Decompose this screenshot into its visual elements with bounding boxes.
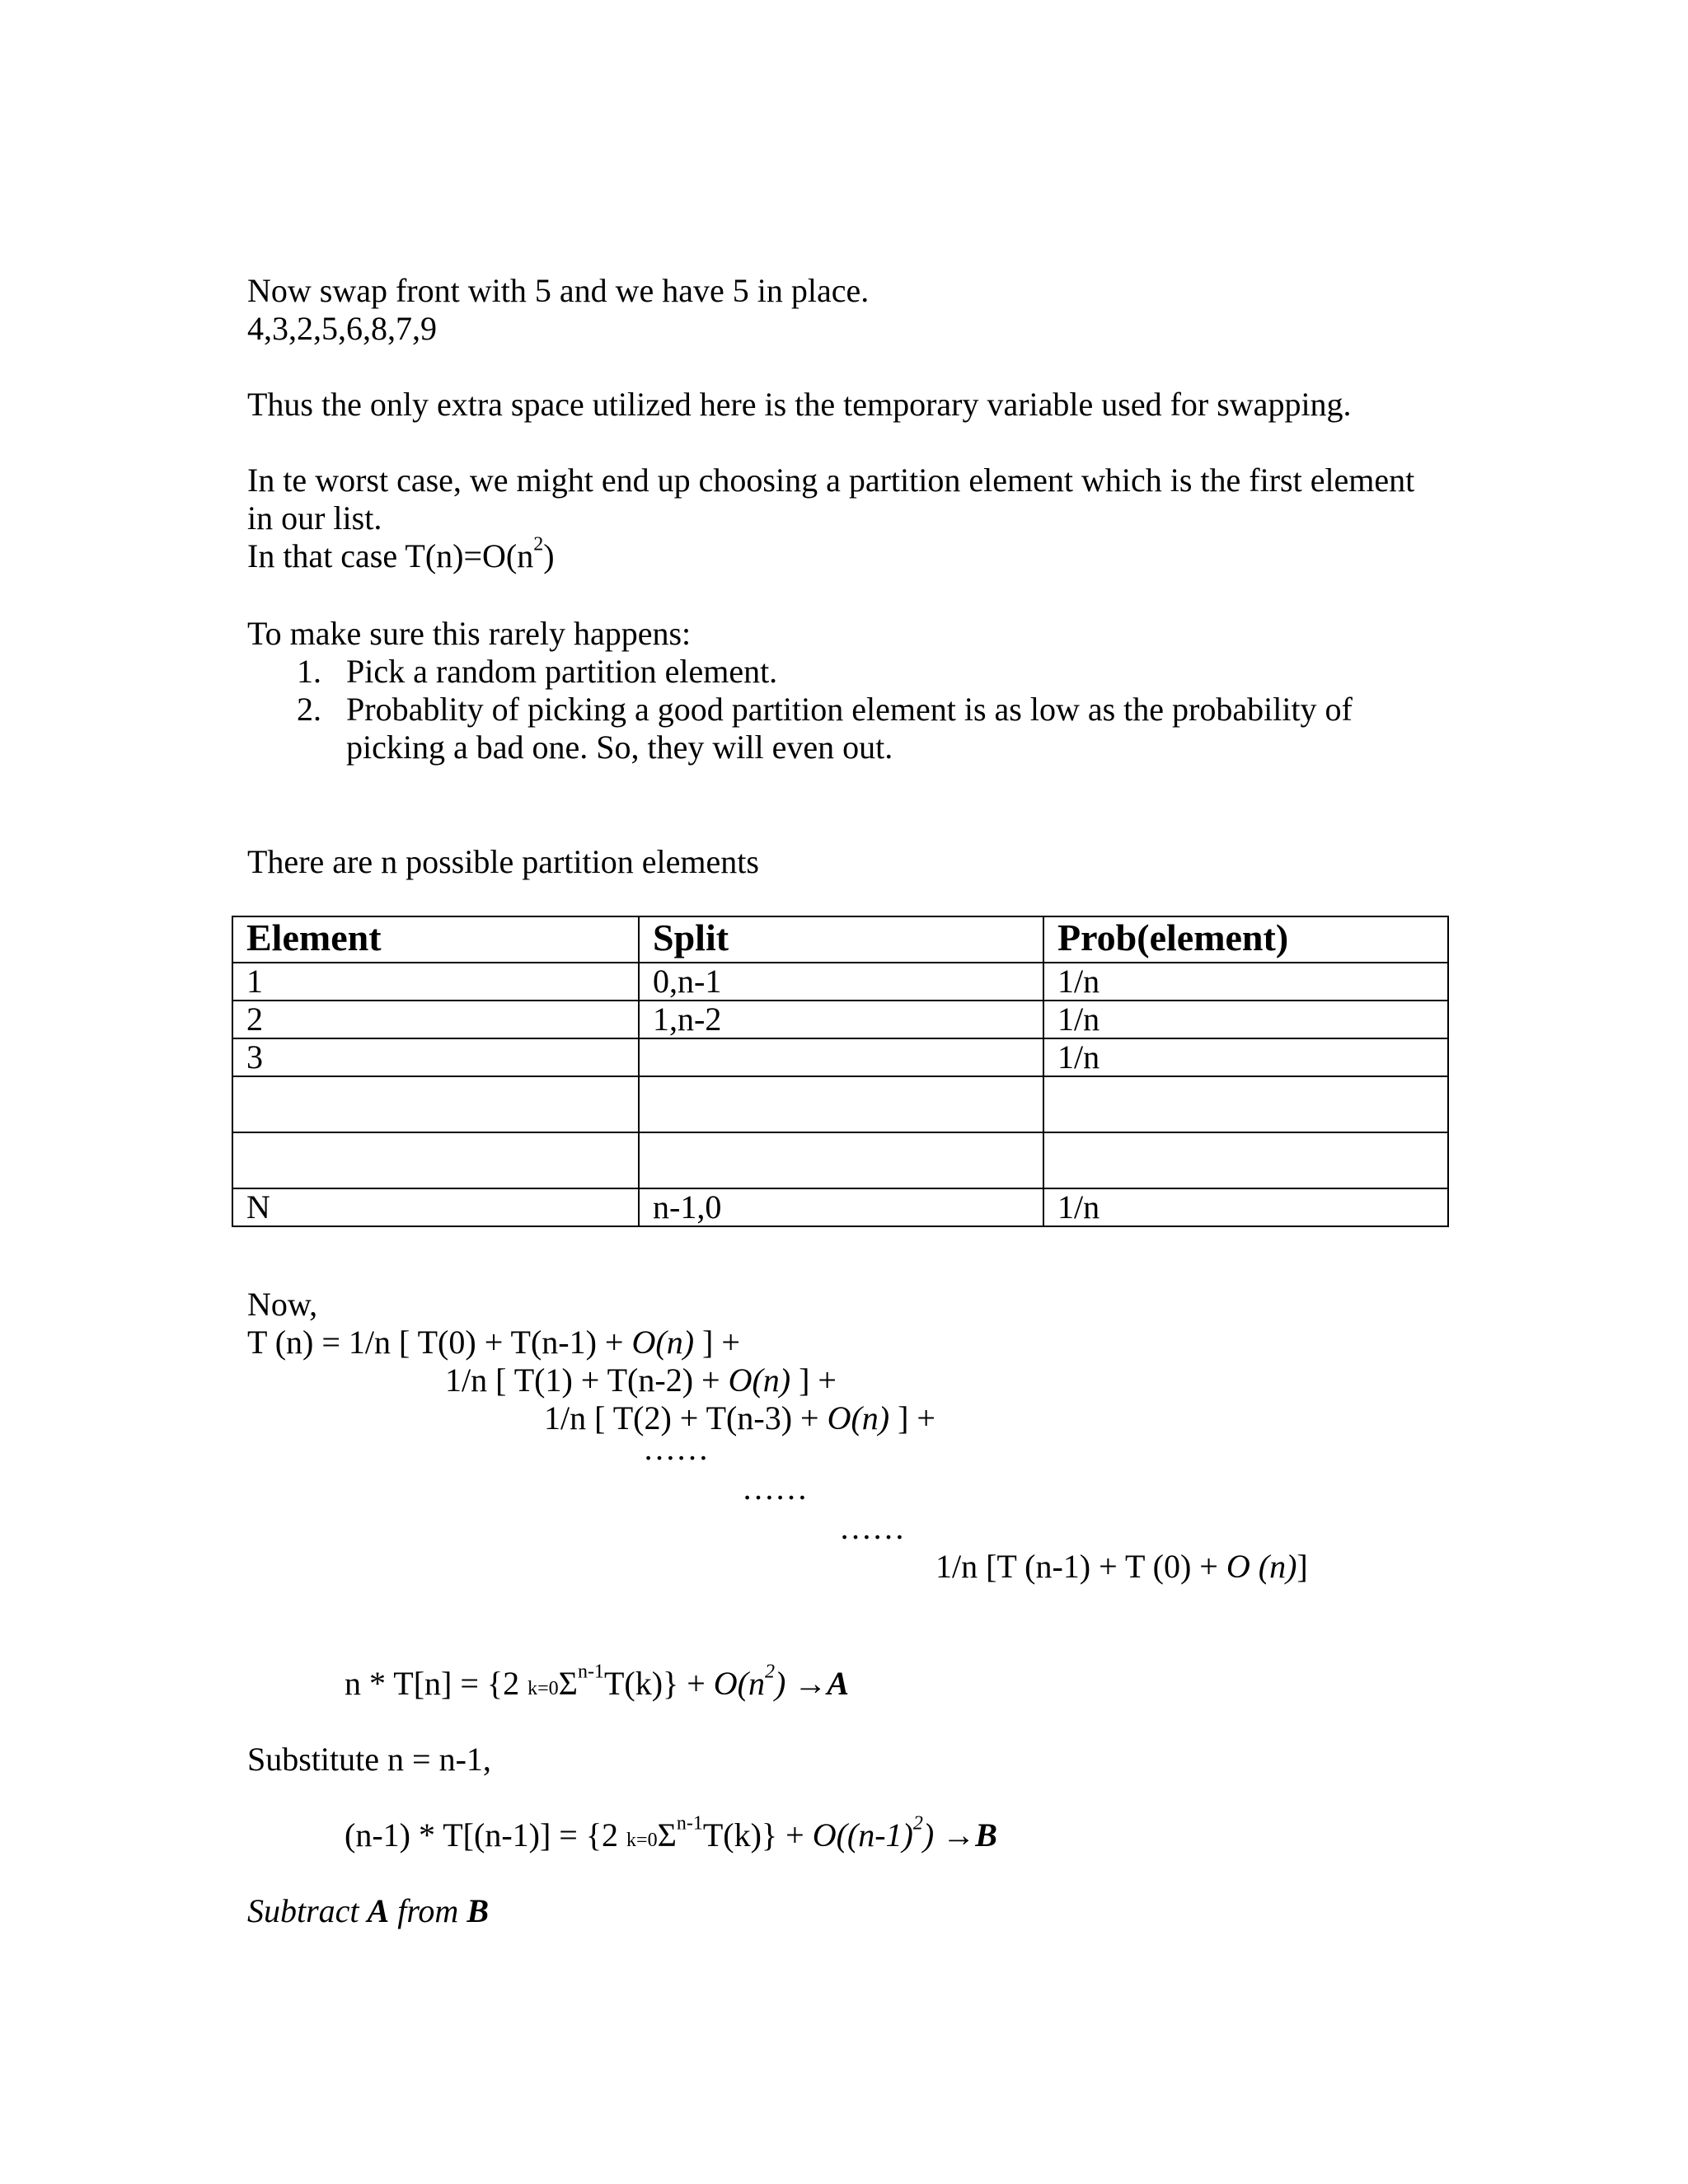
table-cell: 1,n-2 bbox=[639, 1001, 1043, 1038]
table-row bbox=[232, 1001, 1448, 1038]
table-row bbox=[232, 1188, 1448, 1226]
numbered-list bbox=[297, 653, 1353, 766]
paragraph-possible: There are n possible partition elements bbox=[247, 843, 759, 880]
table-cell: 0,n-1 bbox=[639, 963, 1043, 1001]
table-cell bbox=[1043, 1076, 1448, 1132]
paragraph-worst-case-line1: In te worst case, we might end up choosing a partition element which is the first element bbox=[247, 462, 1415, 499]
table-row bbox=[232, 1076, 1448, 1132]
table-cell bbox=[639, 1076, 1043, 1132]
table-row bbox=[232, 963, 1448, 1001]
ellipsis-1: …… bbox=[643, 1430, 709, 1467]
table-cell: N bbox=[232, 1188, 639, 1226]
ellipsis-3: …… bbox=[839, 1509, 905, 1546]
table-cell bbox=[232, 1076, 639, 1132]
table-cell: 3 bbox=[232, 1038, 639, 1076]
array-state: 4,3,2,5,6,8,7,9 bbox=[247, 310, 437, 347]
table-cell bbox=[232, 1132, 639, 1188]
now-label: Now, bbox=[247, 1286, 318, 1323]
list-item: 1. Pick a random partition element. bbox=[297, 653, 778, 690]
table-header-row bbox=[232, 916, 1448, 963]
worst-case-complexity: In that case $T(n)=O(n^2)$ bbox=[247, 533, 555, 574]
recurrence-line-last: 1/n [T (n-1) + T (0) + O (n)] bbox=[935, 1548, 1308, 1585]
recurrence-line-3: 1/n [ T(2) + T(n-3) + O(n) ] + bbox=[544, 1399, 935, 1436]
table-cell bbox=[1043, 1132, 1448, 1188]
subtract-line: Subtract A from B bbox=[247, 1892, 490, 1929]
ellipsis-2: …… bbox=[742, 1469, 808, 1507]
table-cell: 1/n bbox=[1043, 1038, 1448, 1076]
paragraph-swap: Now swap front with 5 and we have 5 in place. bbox=[247, 272, 870, 309]
table-cell: 1/n bbox=[1043, 1188, 1448, 1226]
table-cell: 2 bbox=[232, 1001, 639, 1038]
equation-a: n * T[n] = {2 $k=0\Sigma^{n-1}T(k)\} + O(n^2) \to A$ bbox=[345, 1661, 850, 1702]
table-cell: 1/n bbox=[1043, 963, 1448, 1001]
list-item: 2. Probablity of picking a good partition element is as low as the probability of picking a bad one. So, they will even out. bbox=[297, 691, 1353, 766]
table-cell: 1/n bbox=[1043, 1001, 1448, 1038]
table-cell: n-1,0 bbox=[639, 1188, 1043, 1226]
table-cell: 1 bbox=[232, 963, 639, 1001]
table-header: Split bbox=[639, 916, 1043, 963]
table-header: Element bbox=[232, 916, 639, 963]
paragraph-worst-case-line2: in our list. bbox=[247, 499, 382, 537]
paragraph-rarely: To make sure this rarely happens: bbox=[247, 615, 692, 652]
table-cell bbox=[639, 1132, 1043, 1188]
partition-table bbox=[232, 916, 1449, 1227]
paragraph-space: Thus the only extra space utilized here is the temporary variable used for swapping. bbox=[247, 386, 1352, 423]
recurrence-line-1: T (n) = 1/n [ T(0) + T(n-1) + O(n) ] + bbox=[247, 1324, 740, 1361]
equation-b: (n-1) * T[(n-1)] = {2 $k=0\Sigma^{n-1}T(k)\} + O((n-1)^2) \to B$ bbox=[345, 1812, 997, 1854]
table-row bbox=[232, 1132, 1448, 1188]
substitute-line: Substitute n = n-1, bbox=[247, 1741, 491, 1778]
recurrence-line-2: 1/n [ T(1) + T(n-2) + O(n) ] + bbox=[445, 1361, 837, 1399]
table-header: Prob(element) bbox=[1043, 916, 1448, 963]
table-cell bbox=[639, 1038, 1043, 1076]
table-row bbox=[232, 1038, 1448, 1076]
